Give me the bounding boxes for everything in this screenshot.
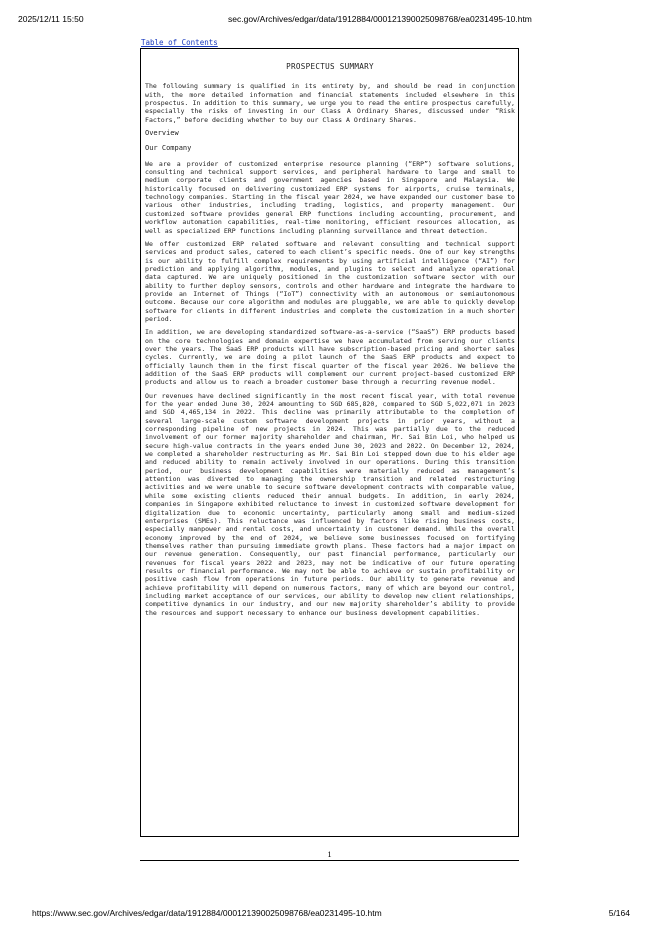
body-paragraph-saas: In addition, we are developing standardized software-as-a-service (“SaaS”) ERP products based on the core technologies and domain expertise we have accumulated from serving our clients over the years. The SaaS ERP products will have subscription-based pricing and shorter sales cycles. Currently, we are doing a pilot launch of the SaaS ERP products and expect to officially launch them in the first fiscal quarter of the fiscal year 2026. We believe the addition of the SaaS ERP products will complement our current project-based customized ERP products and allow us to reach a broader customer base through a recurring revenue model. (145, 328, 515, 387)
print-header (0, 14, 662, 28)
print-footer (0, 908, 662, 922)
overview-heading: Overview (145, 129, 179, 138)
page-number: 1 (327, 849, 332, 859)
print-url: sec.gov/Archives/edgar/data/1912884/000121390025098768/ea0231495-10.htm (228, 14, 532, 24)
section-title: PROSPECTUS SUMMARY (286, 62, 374, 71)
prospectus-summary-section (140, 48, 519, 837)
body-paragraph-revenues: Our revenues have declined significantly in the most recent fiscal year, with total revenue for the year ended June 30, 2024 amounting to SGD 685,820, compared to SGD 5,022,071 in 2023 and SGD 4,465,134 in 2022. This decline was primarily attributable to the completion of several large-scale custom software development projects in prior years, without a corresponding pipeline of new projects in 2024. This was partially due to the reduced involvement of our former majority shareholder and chairman, Mr. Sai Bin Loi, who helped us secure high-value contracts in the years ended June 30, 2023 and 2022. On December 12, 2024, we completed a shareholder restructuring as Mr. Sai Bin Loi stepped down due to his elder age and reduced ability to remain actively involved in our operations. During this transition period, our business development capabilities were materially reduced as management’s attention was diverted to managing the ownership transition and related restructuring activities and we were unable to secure software development contracts with comparable value, while some existing clients reduced their annual budgets. In addition, in early 2024, companies in Singapore exhibited reluctance to invest in customized software development for digitalization due to economic uncertainty, particularly among small and medium-sized enterprises (SMEs). This reluctance was influenced by factors like rising business costs, especially manpower and rental costs, and uncertainty in customer demand. While the overall economy improved by the end of 2024, we believe some businesses focused on fortifying themselves rather than pursuing immediate growth plans. These factors had a major impact on our revenue generation. Consequently, our past financial performance, particularly our revenues for fiscal years 2022 and 2023, may not be indicative of our future operating results or financial performance. We may not be able to achieve or sustain profitability or positive cash flow from operations in future periods. Our ability to generate revenue and achieve profitability will depend on numerous factors, many of which are beyond our control, including market acceptance of our services, our ability to develop new client relationships, competitive dynamics in our industry, and our new majority shareholder’s ability to provide the resources and support necessary to enhance our business development capabilities. (145, 391, 515, 617)
print-datetime: 2025/12/11 15:50 (18, 14, 84, 24)
intro-paragraph: The following summary is qualified in its entirety by, and should be read in conjunction with, the more detailed information and financial statements included elsewhere in this prospectus. In addition to this summary, we urge you to read the entire prospectus carefully, especially the risks of investing in our Class A Ordinary Shares, discussed under “Risk Factors,” before deciding whether to buy our Class A Ordinary Shares. (145, 82, 515, 124)
footer-url: https://www.sec.gov/Archives/edgar/data/1912884/000121390025098768/ea0231495-10.htm (32, 908, 382, 918)
footer-page-indicator: 5/164 (608, 908, 630, 918)
table-of-contents-link[interactable]: Table of Contents (141, 38, 218, 47)
body-paragraph-erp: We are a provider of customized enterprise resource planning (“ERP”) software solutions, consulting and technical support services, and peripheral hardware to large and small to medium corporate clients and government agencies based in Singapore and Malaysia. We historically focused on delivering customized ERP systems for airports, cruise terminals, technology companies. Starting in the fiscal year 2024, we have expanded our customer base to various other industries, including trading, logistics, and property management. Our customized software provides general ERP functions including accounting, procurement, and workflow automation capabilities, real-time monitoring, efficient resources allocation, as well as specialized ERP functions including planning surveillance and threat detection. (145, 159, 515, 235)
body-paragraph-ai: We offer customized ERP related software and relevant consulting and technical support services and product sales, catered to each client’s specific needs. One of our key strengths is our ability to fulfill complex requirements by using artificial intelligence (“AI”) for prediction and applying algorithm, modules, and plugins to select and analyze operational data captured. We are uniquely positioned in the customization software sector with our ability to further deploy sensors, controls and other hardware and integrate the hardware to provide an Internet of Things (“IoT”) connectivity with an autonomous or semiautonomous outcome. Because our core algorithm and modules are pluggable, we are able to quickly develop software for clients in different industries and complete the customization in a much shorter period. (145, 239, 515, 323)
our-company-heading: Our Company (145, 144, 192, 153)
page-divider (140, 860, 519, 861)
